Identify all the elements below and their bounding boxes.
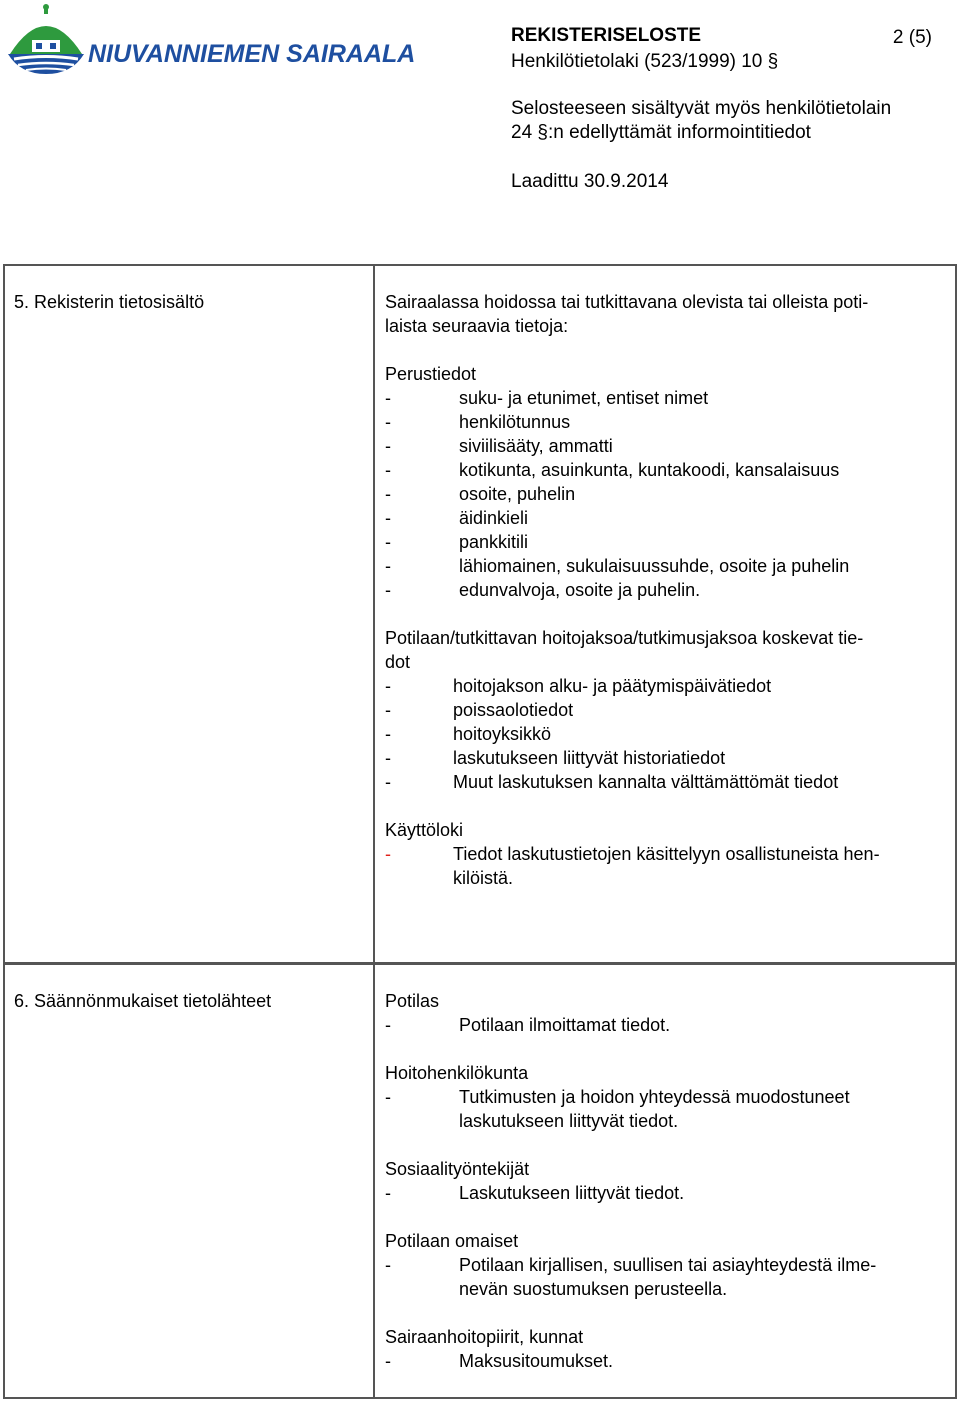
column-divider [373, 965, 375, 1397]
section-6-content [385, 989, 951, 1373]
list-item: - Potilaan kirjallisen, suullisen tai asiayhteydestä ilme- [385, 1255, 877, 1275]
source-list [385, 1253, 951, 1301]
list-item: - Maksusitoumukset. [385, 1351, 614, 1371]
list-item: - Tutkimusten ja hoidon yhteydessä muodostuneet [385, 1087, 850, 1107]
list-item: - pankkitili [385, 532, 529, 552]
source-heading: Sairaanhoitopiirit, kunnat [385, 1327, 584, 1347]
period-heading-line-1: Potilaan/tutkittavan hoitojaksoa/tutkimusjaksoa koskevat tie- [385, 628, 864, 648]
intro-line-1: Sairaalassa hoidossa tai tutkittavana olevista tai olleista poti- [385, 292, 869, 312]
intro-line-2: laista seuraavia tietoja: [385, 316, 569, 336]
list-item: - Laskutukseen liittyvät tiedot. [385, 1183, 685, 1203]
period-info-list [385, 674, 951, 794]
basic-info-list [385, 386, 951, 602]
source-list [385, 1181, 951, 1205]
list-item: - lähiomainen, sukulaisuussuhde, osoite ja puhelin [385, 556, 850, 576]
list-item: - äidinkieli [385, 508, 529, 528]
hospital-logo [6, 4, 416, 76]
section-6-row [3, 963, 957, 1399]
source-list [385, 1349, 951, 1373]
source-list [385, 1013, 951, 1037]
note-line-2: 24 §:n edellyttämät informointitiedot [511, 122, 811, 143]
period-heading-line-2: dot [385, 652, 411, 672]
list-item: - poissaolotiedot [385, 700, 574, 720]
section-6-label: 6. Säännönmukaiset tietolähteet [14, 991, 272, 1011]
list-item: - henkilötunnus [385, 412, 571, 432]
logo-text: NIUVANNIEMEN SAIRAALA [88, 40, 416, 68]
log-heading: Käyttöloki [385, 820, 464, 840]
list-item: - osoite, puhelin [385, 484, 576, 504]
logo-emblem-icon [8, 4, 84, 74]
section-5-content [385, 290, 951, 890]
list-item: - edunvalvoja, osoite ja puhelin. [385, 580, 701, 600]
column-divider [373, 266, 375, 962]
source-heading: Potilas [385, 991, 440, 1011]
source-list [385, 1085, 951, 1133]
list-item: - suku- ja etunimet, entiset nimet [385, 388, 709, 408]
source-heading: Hoitohenkilökunta [385, 1063, 529, 1083]
basic-info-heading: Perustiedot [385, 364, 477, 384]
source-heading: Potilaan omaiset [385, 1231, 519, 1251]
list-item: - laskutukseen liittyvät historiatiedot [385, 748, 726, 768]
note-line-1: Selosteeseen sisältyvät myös henkilötietolain [511, 98, 892, 119]
list-item: - hoitoyksikkö [385, 724, 552, 744]
law-reference: Henkilötietolaki (523/1999) 10 § [511, 51, 779, 72]
list-item: - siviilisääty, ammatti [385, 436, 613, 456]
log-list [385, 842, 951, 890]
source-heading: Sosiaalityöntekijät [385, 1159, 530, 1179]
list-item: - hoitojakson alku- ja päätymispäivätiedot [385, 676, 772, 696]
list-item-continuation: nevän suostumuksen perusteella. [459, 1279, 728, 1299]
section-5-row [3, 264, 957, 964]
section-5-label: 5. Rekisterin tietosisältö [14, 292, 205, 312]
list-item: - Muut laskutuksen kannalta välttämättömät tiedot [385, 772, 839, 792]
list-item-continuation: laskutukseen liittyvät tiedot. [459, 1111, 679, 1131]
list-item: - Tiedot laskutustietojen käsittelyyn osallistuneista hen- [385, 844, 880, 864]
document-date: Laadittu 30.9.2014 [511, 171, 669, 192]
document-title: REKISTERISELOSTE [511, 25, 702, 46]
list-item: - Potilaan ilmoittamat tiedot. [385, 1015, 671, 1035]
page-number: 2 (5) [892, 27, 932, 48]
list-item: - kotikunta, asuinkunta, kuntakoodi, kansalaisuus [385, 460, 840, 480]
list-item-continuation: kilöistä. [453, 868, 514, 888]
